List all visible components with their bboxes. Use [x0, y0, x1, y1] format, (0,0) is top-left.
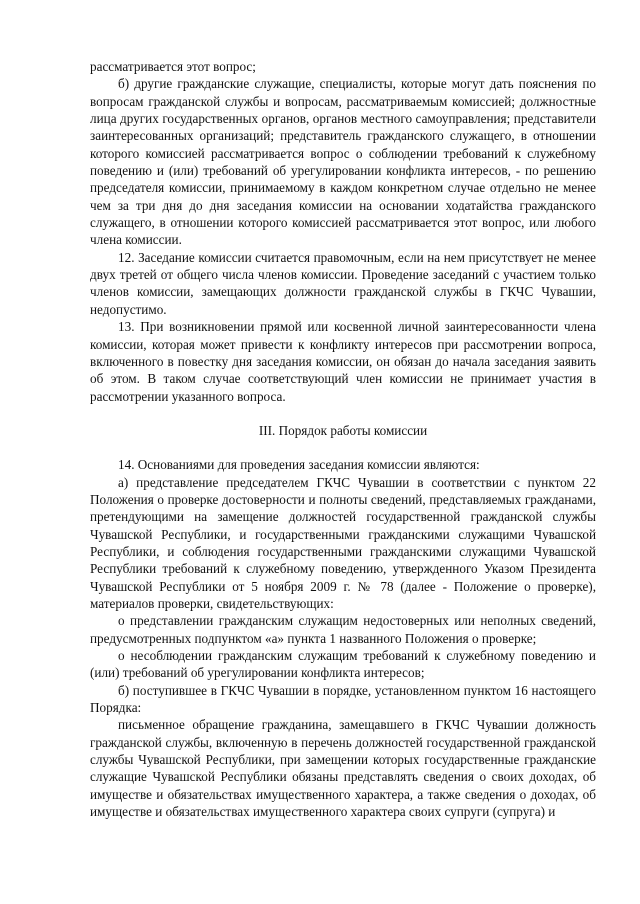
paragraph-item-12: 12. Заседание комиссии считается правомочным, если на нем присутствует не менее двух третей от общего числа членов комиссии. Проведение заседаний с участием только членов комиссии, замещающих должности гражданской службы в ГКЧС Чувашии, недопустимо.: [90, 249, 596, 317]
spacer: [90, 405, 596, 422]
paragraph-sub-noncompliance: о несоблюдении гражданским служащим требований к служебному поведению и (или) требований об урегулировании конфликта интересов;: [90, 648, 596, 681]
paragraph-item-b-received: б) поступившее в ГКЧС Чувашии в порядке, установленном пунктом 16 настоящего Порядка:: [90, 682, 596, 716]
paragraph-written-appeal: письменное обращение гражданина, замещавшего в ГКЧС Чувашии должность гражданской службы, включенную в перечень должностей государственной гражданской службы Чувашской Республики, при замещении которых государственные гражданские служащие Чувашской Республики обязаны представлять сведения о своих доходах, об имуществе и обязательствах имущественного характера, а также сведения о доходах, об имуществе и обязательствах имущественного характера своих супруги (супруга) и: [90, 717, 596, 820]
paragraph-sub-inaccurate-info: о представлении гражданским служащим недостоверных или неполных сведений, предусмотренных подпунктом «а» пункта 1 названного Положения о проверке;: [90, 613, 596, 646]
paragraph-item-14: 14. Основаниями для проведения заседания комиссии являются:: [118, 457, 480, 473]
paragraphs-top: [90, 58, 596, 405]
paragraph-item-13: 13. При возникновении прямой или косвенной личной заинтересованности члена комиссии, которая может привести к конфликту интересов при рассмотрении вопроса, включенного в повестку дня заседания комиссии, он обязан до начала заседания заявить об этом. В таком случае соответствующий член комиссии не принимает участия в рассмотрении указанного вопроса.: [90, 319, 596, 404]
paragraph-continuation: рассматривается этот вопрос;: [90, 59, 256, 74]
paragraphs-bottom: [90, 456, 596, 820]
section-heading: III. Порядок работы комиссии: [258, 422, 428, 438]
paragraph-item-a: а) представление председателем ГКЧС Чувашии в соответствии с пунктом 22 Положения о проверке достоверности и полноты сведений, представляемых гражданами, претендующими на замещение должностей государственной гражданской службы Чувашской Республики, и государственными гражданскими служащими Чувашской Республики, и соблюдения государственными гражданскими служащими Чувашской Республики требований к служебному поведению, утвержденного Указом Президента Чувашской Республики от 5 ноября 2009 г. № 78 (далее - Положение о проверке), материалов проверки, свидетельствующих:: [90, 474, 596, 611]
paragraph-item-b-participants: б) другие гражданские служащие, специалисты, которые могут дать пояснения по вопросам гражданской службы и вопросам, рассматриваемым комиссией; должностные лица других государственных органов, органов местного самоуправления; представители заинтересованных организаций; представитель гражданского служащего, в отношении которого комиссией рассматривается вопрос о соблюдении требований к служебному поведению и (или) требований об урегулировании конфликта интересов, - по решению председателя комиссии, принимаемому в каждом конкретном случае отдельно не менее чем за три дня до дня заседания комиссии на основании ходатайства гражданского служащего, в отношении которого комиссией рассматривается этот вопрос, или любого члена комиссии.: [90, 76, 596, 248]
spacer: [90, 439, 596, 456]
document-page: [90, 58, 596, 820]
